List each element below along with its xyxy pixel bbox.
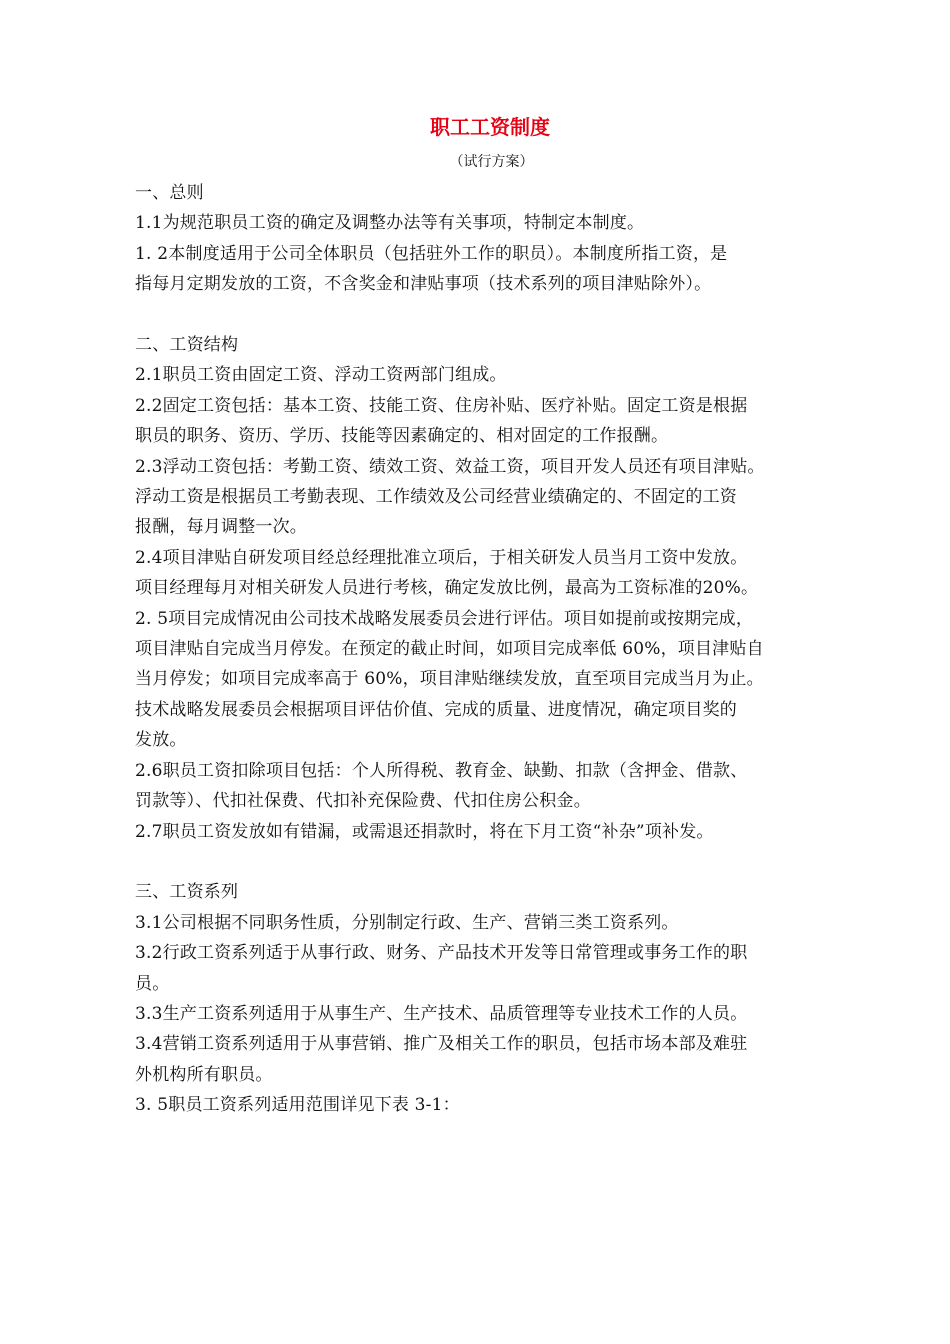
blank-line: [135, 847, 840, 877]
text-line: 项目经理每月对相关研发人员进行考核，确定发放比例，最高为工资标准的20%。: [135, 578, 759, 599]
document-title: 职工工资制度: [430, 115, 550, 139]
text-line: 2.1职员工资由固定工资、浮动工资两部门组成。: [135, 365, 507, 386]
document-body: [135, 178, 840, 1121]
text-line: 2.6职员工资扣除项目包括：个人所得税、教育金、缺勤、扣款（含押金、借款、: [135, 760, 748, 781]
text-line: 项目津贴自完成当月停发。在预定的截止时间，如项目完成率低 60%，项目津贴自: [135, 639, 764, 660]
text-line: 1.1为规范职员工资的确定及调整办法等有关事项，特制定本制度。: [135, 213, 645, 234]
text-line: 2.7职员工资发放如有错漏，或需退还捐款时，将在下月工资“补杂”项补发。: [135, 821, 714, 842]
document-subtitle: （试行方案）: [449, 154, 534, 170]
text-line: 3.1公司根据不同职务性质，分别制定行政、生产、营销三类工资系列。: [135, 912, 679, 933]
text-line: 罚款等）、代扣社保费、代扣补充保险费、代扣住房公积金。: [135, 791, 591, 812]
text-line: 职员的职务、资历、学历、技能等因素确定的、相对固定的工作报酬。: [135, 426, 669, 447]
text-line: 2. 5项目完成情况由公司技术战略发展委员会进行评估。项目如提前或按期完成，: [135, 608, 754, 629]
text-line: 3. 5职员工资系列适用范围详见下表 3-1：: [135, 1095, 460, 1116]
text-line: 指每月定期发放的工资，不含奖金和津贴事项（技术系列的项目津贴除外）。: [135, 274, 712, 295]
text-line: 发放。: [135, 730, 187, 751]
blank-line: [135, 300, 840, 330]
text-line: 一、总则: [135, 183, 204, 203]
text-line: 3.4营销工资系列适用于从事营销、推广及相关工作的职员，包括市场本部及难驻: [135, 1034, 748, 1055]
text-line: 员。: [135, 973, 170, 994]
text-line: 3.3生产工资系列适用于从事生产、生产技术、品质管理等专业技术工作的人员。: [135, 1003, 748, 1024]
text-line: 外机构所有职员。: [135, 1064, 273, 1085]
text-line: 浮动工资是根据员工考勤表现、工作绩效及公司经营业绩确定的、不固定的工资: [135, 487, 737, 508]
text-line: 三、工资系列: [135, 882, 239, 903]
text-line: 2.4项目津贴自研发项目经总经理批准立项后，于相关研发人员当月工资中发放。: [135, 547, 748, 568]
text-line: 2.2固定工资包括：基本工资、技能工资、住房补贴、医疗补贴。固定工资是根据: [135, 395, 748, 416]
text-line: 1. 2本制度适用于公司全体职员（包括驻外工作的职员）。本制度所指工资，是: [135, 243, 728, 264]
text-line: 二、工资结构: [135, 335, 239, 356]
text-line: 技术战略发展委员会根据项目评估价值、完成的质量、进度情况，确定项目奖的: [135, 699, 737, 720]
text-line: 报酬，每月调整一次。: [135, 517, 307, 538]
text-line: 当月停发；如项目完成率高于 60%，项目津贴继续发放，直至项目完成当月为止。: [135, 669, 764, 690]
text-line: 2.3浮动工资包括：考勤工资、绩效工资、效益工资，项目开发人员还有项目津贴。: [135, 456, 765, 477]
text-line: 3.2行政工资系列适于从事行政、财务、产品技术开发等日常管理或事务工作的职: [135, 943, 748, 964]
